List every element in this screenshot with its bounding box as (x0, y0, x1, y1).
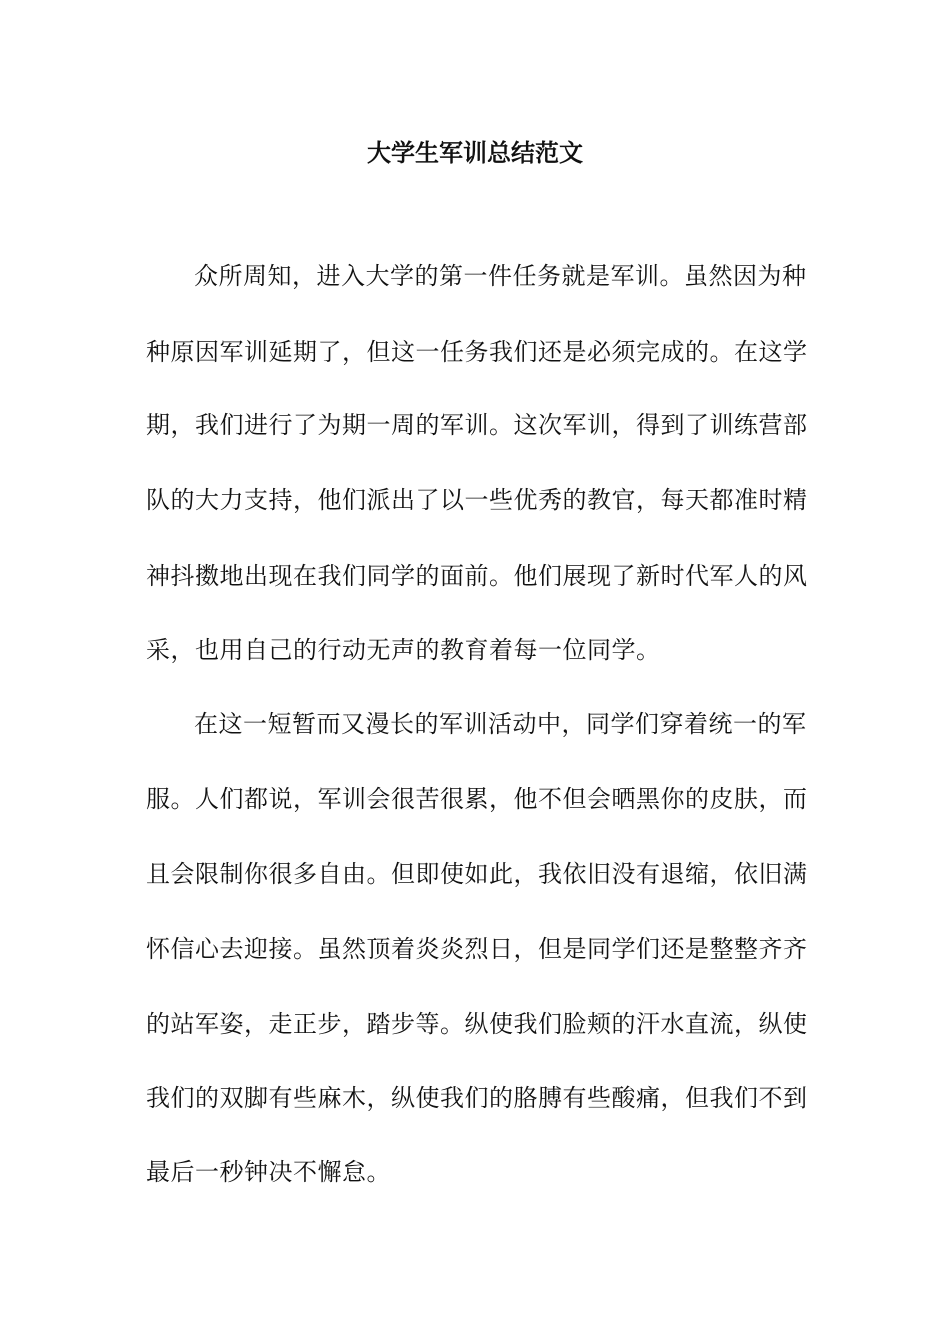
paragraph-line: 且会限制你很多自由。但即使如此，我依旧没有退缩，依旧满 (146, 860, 808, 888)
paragraph-line: 采，也用自己的行动无声的教育着每一位同学。 (146, 636, 661, 664)
paragraph-line: 的站军姿，走正步，踏步等。纵使我们脸颊的汗水直流，纵使 (146, 1010, 808, 1038)
paragraph-line: 神抖擞地出现在我们同学的面前。他们展现了新时代军人的风 (146, 562, 808, 590)
paragraph-line: 期，我们进行了为期一周的军训。这次军训，得到了训练营部 (146, 411, 808, 439)
paragraph-line: 我们的双脚有些麻木，纵使我们的胳膊有些酸痛，但我们不到 (146, 1084, 808, 1112)
document-title: 大学生军训总结范文 (367, 139, 583, 167)
paragraph-line: 种原因军训延期了，但这一任务我们还是必须完成的。在这学 (146, 338, 808, 366)
paragraph-line: 在这一短暂而又漫长的军训活动中，同学们穿着统一的军 (194, 710, 807, 738)
paragraph-line: 怀信心去迎接。虽然顶着炎炎烈日，但是同学们还是整整齐齐 (146, 935, 808, 963)
paragraph-line: 众所周知，进入大学的第一件任务就是军训。虽然因为种 (194, 262, 807, 290)
paragraph-line: 最后一秒钟决不懈怠。 (146, 1158, 391, 1186)
paragraph-line: 队的大力支持，他们派出了以一些优秀的教官，每天都准时精 (146, 486, 808, 514)
paragraph-line: 服。人们都说，军训会很苦很累，他不但会晒黑你的皮肤，而 (146, 785, 808, 813)
